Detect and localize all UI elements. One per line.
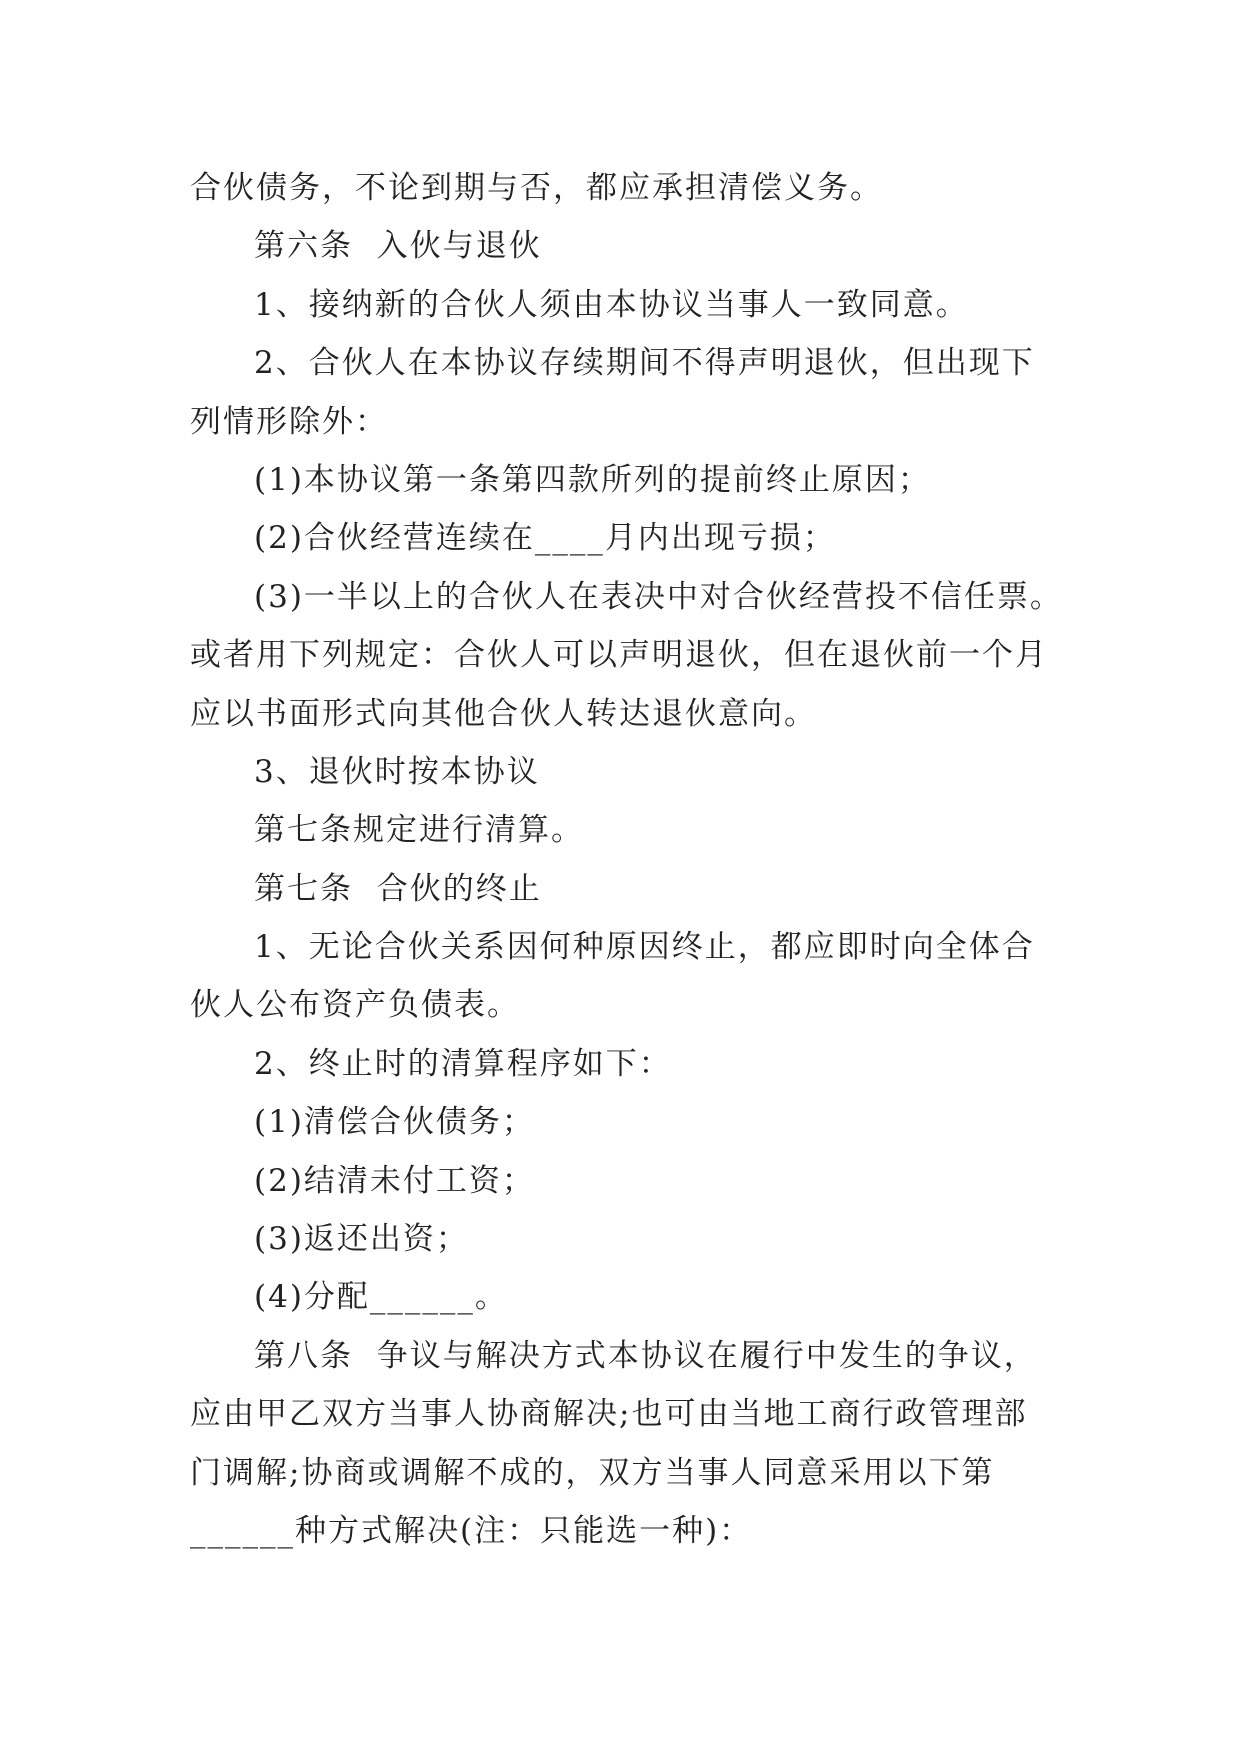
text-line: 第七条规定进行清算。 <box>254 812 584 849</box>
list-item: (3)一半以上的合伙人在表决中对合伙经营投不信任票。 <box>254 578 1063 615</box>
list-item: (2)结清未付工资； <box>254 1162 535 1199</box>
list-item: (2)合伙经营连续在____月内出现亏损； <box>254 520 836 557</box>
list-item: (1)清偿合伙债务； <box>254 1104 535 1141</box>
text-line: 伙人公布资产负债表。 <box>190 987 520 1024</box>
text-line: 2、终止时的清算程序如下： <box>254 1045 672 1082</box>
text-line: 1、无论合伙关系因何种原因终止，都应即时向全体合 <box>254 929 1035 966</box>
text-line: 1、接纳新的合伙人须由本协议当事人一致同意。 <box>254 286 969 323</box>
list-item: (4)分配______。 <box>254 1279 508 1316</box>
text-line: 合伙债务，不论到期与否，都应承担清偿义务。 <box>190 170 883 206</box>
article-heading: 第七条 合伙的终止 <box>254 870 542 907</box>
text-line: 应以书面形式向其他合伙人转达退伙意向。 <box>190 695 817 732</box>
list-item: (1)本协议第一条第四款所列的提前终止原因； <box>254 461 931 498</box>
list-item: (3)返还出资； <box>254 1221 469 1258</box>
text-line: 列情形除外： <box>190 403 388 440</box>
text-line: 3、退伙时按本协议 <box>254 753 540 790</box>
document-body <box>190 159 1063 1560</box>
article-heading: 第六条 入伙与退伙 <box>254 228 542 265</box>
text-line: ______种方式解决(注：只能选一种)： <box>190 1512 753 1549</box>
text-line: 2、合伙人在本协议存续期间不得声明退伙，但出现下 <box>254 345 1035 382</box>
text-line: 或者用下列规定：合伙人可以声明退伙，但在退伙前一个月 <box>190 637 1048 674</box>
article-heading: 第八条 争议与解决方式本协议在履行中发生的争议， <box>254 1337 1037 1374</box>
text-line: 应由甲乙双方当事人协商解决;也可由当地工商行政管理部 <box>190 1396 1028 1433</box>
text-line: 门调解;协商或调解不成的，双方当事人同意采用以下第 <box>190 1454 995 1491</box>
